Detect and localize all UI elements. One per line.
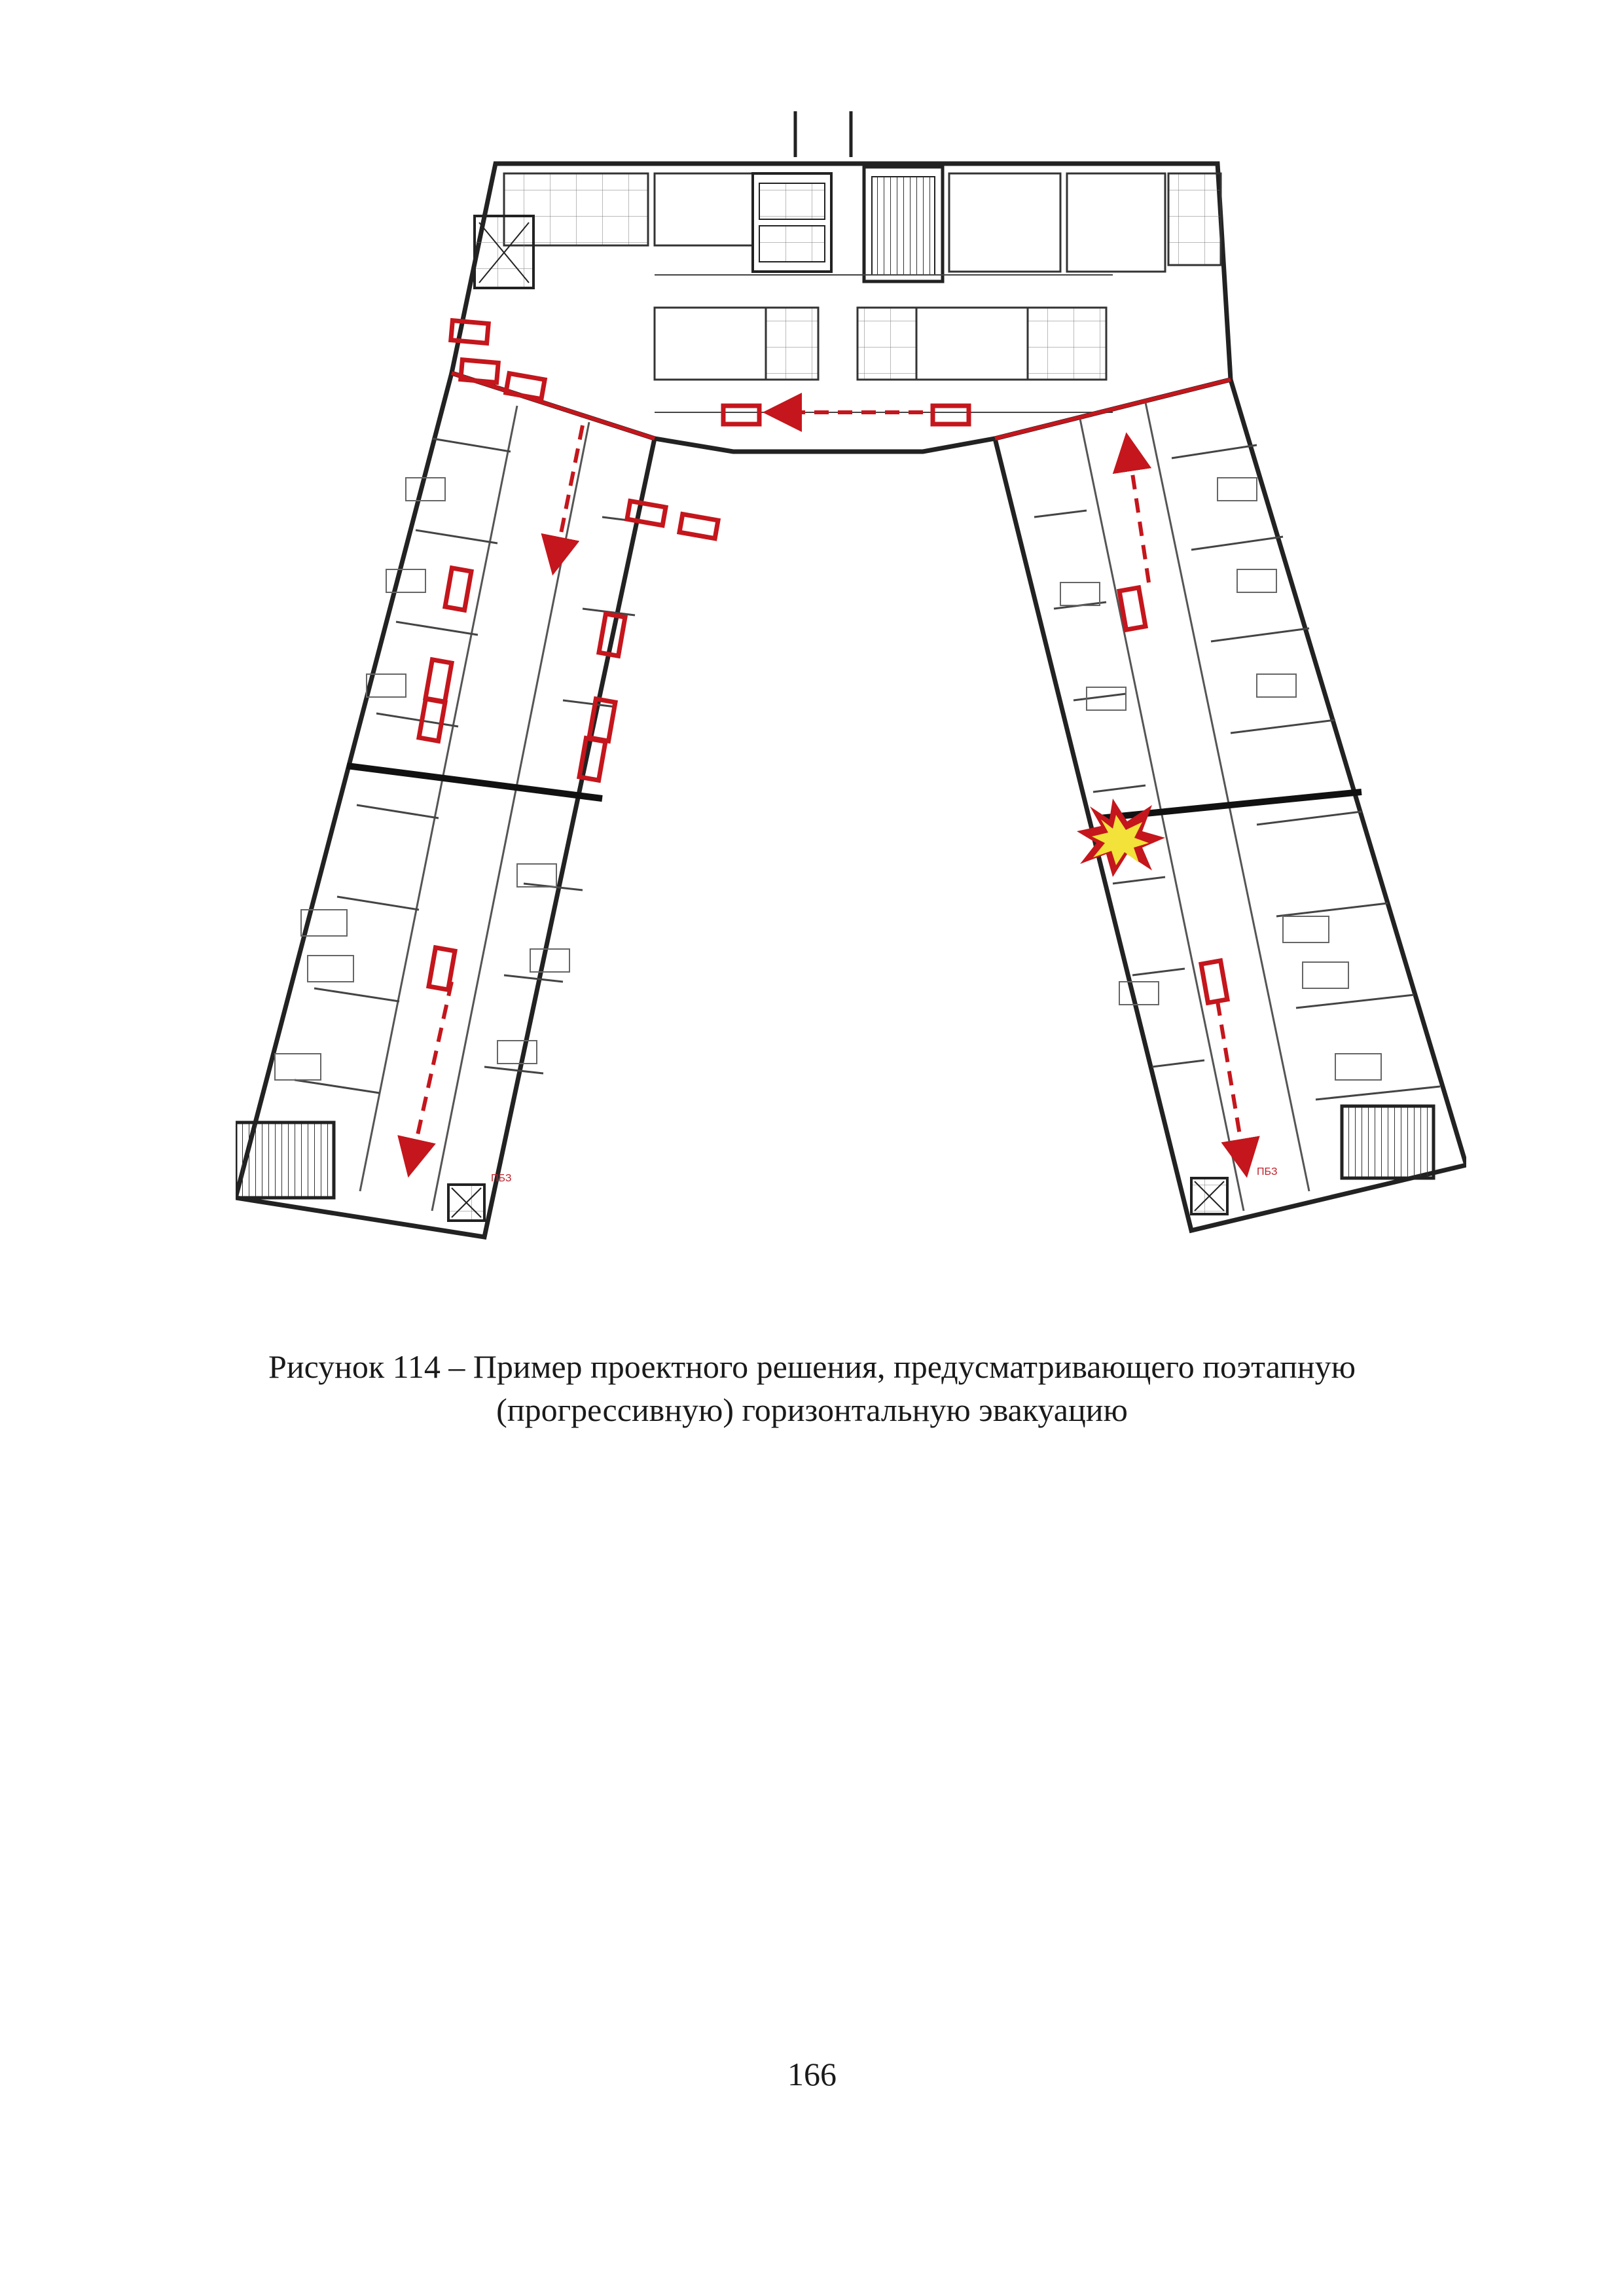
central-core <box>452 111 1231 452</box>
safety-zone-label-right: ПБЗ <box>1257 1166 1278 1177</box>
left-wing <box>236 373 655 1237</box>
page-number: 166 <box>787 2056 837 2092</box>
right-wing <box>995 380 1466 1230</box>
figure-caption <box>131 1345 1493 1431</box>
floor-plan-drawing <box>236 111 1466 1250</box>
evacuation-beds <box>419 321 1227 1003</box>
fire-barriers <box>452 373 1231 439</box>
caption-line-2: (прогрессивную) горизонтальную эвакуацию <box>496 1391 1128 1428</box>
safety-zone-label-left: ПБЗ <box>491 1173 512 1184</box>
caption-line-1: Рисунок 114 – Пример проектного решения, предусматривающего поэтапную <box>268 1348 1356 1385</box>
floor-plan-figure <box>236 111 1466 1250</box>
